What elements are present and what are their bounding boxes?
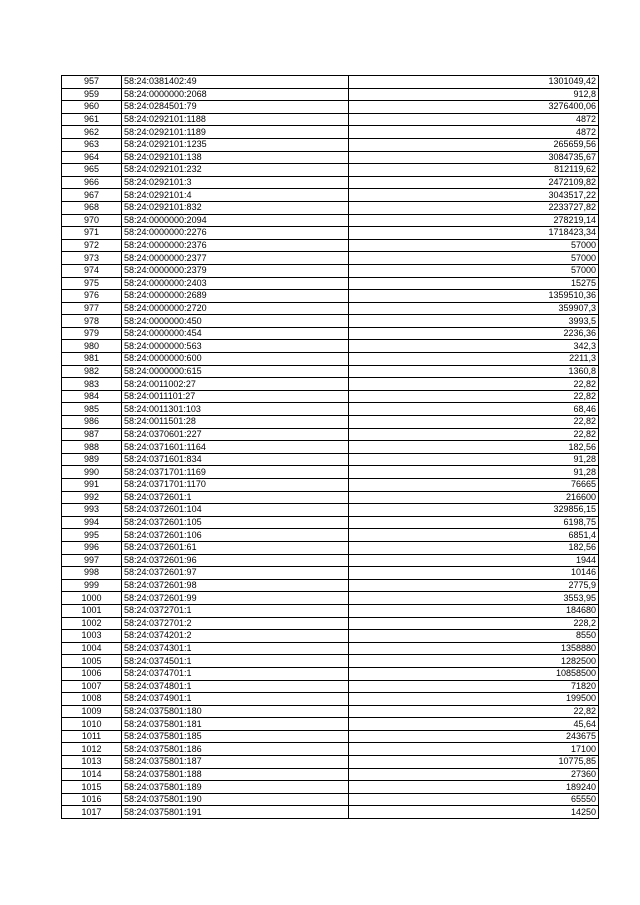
table-row — [62, 705, 599, 718]
cadastral-number-cell: 58:24:0375801:181 — [122, 718, 349, 731]
table-row — [62, 189, 599, 202]
value-cell: 22,82 — [349, 428, 599, 441]
value-cell: 22,82 — [349, 378, 599, 391]
cadastral-number-cell: 58:24:0372601:1 — [122, 491, 349, 504]
value-cell: 57000 — [349, 264, 599, 277]
row-number-cell: 957 — [62, 76, 122, 89]
value-cell: 91,28 — [349, 466, 599, 479]
cadastral-number-cell: 58:24:0000000:2403 — [122, 277, 349, 290]
value-cell: 22,82 — [349, 416, 599, 429]
table-row — [62, 164, 599, 177]
table-row — [62, 693, 599, 706]
row-number-cell: 1002 — [62, 617, 122, 630]
value-cell: 65550 — [349, 793, 599, 806]
cadastral-number-cell: 58:24:0292101:138 — [122, 151, 349, 164]
cadastral-number-cell: 58:24:0000000:2720 — [122, 302, 349, 315]
cadastral-number-cell: 58:24:0375801:186 — [122, 743, 349, 756]
value-cell: 10858500 — [349, 667, 599, 680]
row-number-cell: 1007 — [62, 680, 122, 693]
cadastral-number-cell: 58:24:0372601:97 — [122, 567, 349, 580]
cadastral-number-cell: 58:24:0374501:1 — [122, 655, 349, 668]
value-cell: 1944 — [349, 554, 599, 567]
table-row — [62, 516, 599, 529]
value-cell: 6851,4 — [349, 529, 599, 542]
table-row — [62, 315, 599, 328]
row-number-cell: 975 — [62, 277, 122, 290]
table-row — [62, 239, 599, 252]
row-number-cell: 980 — [62, 340, 122, 353]
value-cell: 2233727,82 — [349, 201, 599, 214]
row-number-cell: 982 — [62, 365, 122, 378]
cadastral-number-cell: 58:24:0374701:1 — [122, 667, 349, 680]
row-number-cell: 1004 — [62, 642, 122, 655]
cadastral-number-cell: 58:24:0292101:4 — [122, 189, 349, 202]
cadastral-number-cell: 58:24:0371601:834 — [122, 453, 349, 466]
cadastral-number-cell: 58:24:0292101:1235 — [122, 138, 349, 151]
cadastral-number-cell: 58:24:0375801:191 — [122, 806, 349, 819]
value-cell: 3043517,22 — [349, 189, 599, 202]
cadastral-value-table — [61, 75, 599, 819]
row-number-cell: 1012 — [62, 743, 122, 756]
value-cell: 912,8 — [349, 88, 599, 101]
row-number-cell: 990 — [62, 466, 122, 479]
table-row — [62, 138, 599, 151]
row-number-cell: 970 — [62, 214, 122, 227]
value-cell: 2211,3 — [349, 353, 599, 366]
table-row — [62, 529, 599, 542]
table-row — [62, 655, 599, 668]
value-cell: 76665 — [349, 479, 599, 492]
value-cell: 216600 — [349, 491, 599, 504]
table-row — [62, 642, 599, 655]
value-cell: 199500 — [349, 693, 599, 706]
cadastral-number-cell: 58:24:0375801:185 — [122, 730, 349, 743]
table-row — [62, 491, 599, 504]
cadastral-number-cell: 58:24:0011301:103 — [122, 403, 349, 416]
table-row — [62, 680, 599, 693]
table-row — [62, 466, 599, 479]
value-cell: 45,64 — [349, 718, 599, 731]
cadastral-number-cell: 58:24:0000000:2068 — [122, 88, 349, 101]
value-cell: 2775,9 — [349, 579, 599, 592]
row-number-cell: 984 — [62, 390, 122, 403]
row-number-cell: 985 — [62, 403, 122, 416]
row-number-cell: 1000 — [62, 592, 122, 605]
table-row — [62, 617, 599, 630]
cadastral-number-cell: 58:24:0372701:1 — [122, 604, 349, 617]
table-row — [62, 793, 599, 806]
table-row — [62, 756, 599, 769]
value-cell: 3553,95 — [349, 592, 599, 605]
row-number-cell: 997 — [62, 554, 122, 567]
row-number-cell: 966 — [62, 176, 122, 189]
row-number-cell: 964 — [62, 151, 122, 164]
cadastral-number-cell: 58:24:0284501:79 — [122, 101, 349, 114]
table-row — [62, 390, 599, 403]
value-cell: 1359510,36 — [349, 290, 599, 303]
row-number-cell: 1014 — [62, 768, 122, 781]
value-cell: 15275 — [349, 277, 599, 290]
table-row — [62, 579, 599, 592]
value-cell: 278219,14 — [349, 214, 599, 227]
value-cell: 265659,56 — [349, 138, 599, 151]
row-number-cell: 1006 — [62, 667, 122, 680]
cadastral-number-cell: 58:24:0011501:28 — [122, 416, 349, 429]
row-number-cell: 962 — [62, 126, 122, 139]
value-cell: 57000 — [349, 239, 599, 252]
value-cell: 1358880 — [349, 642, 599, 655]
cadastral-number-cell: 58:24:0000000:563 — [122, 340, 349, 353]
row-number-cell: 963 — [62, 138, 122, 151]
cadastral-number-cell: 58:24:0375801:188 — [122, 768, 349, 781]
table-row — [62, 806, 599, 819]
row-number-cell: 1015 — [62, 781, 122, 794]
cadastral-number-cell: 58:24:0374801:1 — [122, 680, 349, 693]
table-row — [62, 327, 599, 340]
table-row — [62, 781, 599, 794]
value-cell: 91,28 — [349, 453, 599, 466]
table-row — [62, 479, 599, 492]
table-row — [62, 667, 599, 680]
value-cell: 812119,62 — [349, 164, 599, 177]
cadastral-number-cell: 58:24:0000000:615 — [122, 365, 349, 378]
value-cell: 4872 — [349, 126, 599, 139]
table-row — [62, 592, 599, 605]
row-number-cell: 994 — [62, 516, 122, 529]
row-number-cell: 971 — [62, 227, 122, 240]
cadastral-number-cell: 58:24:0375801:190 — [122, 793, 349, 806]
cadastral-number-cell: 58:24:0000000:2376 — [122, 239, 349, 252]
row-number-cell: 972 — [62, 239, 122, 252]
cadastral-number-cell: 58:24:0374201:2 — [122, 630, 349, 643]
cadastral-number-cell: 58:24:0000000:600 — [122, 353, 349, 366]
row-number-cell: 988 — [62, 441, 122, 454]
row-number-cell: 996 — [62, 541, 122, 554]
table-row — [62, 743, 599, 756]
table-row — [62, 504, 599, 517]
value-cell: 1301049,42 — [349, 76, 599, 89]
cadastral-number-cell: 58:24:0375801:187 — [122, 756, 349, 769]
value-cell: 22,82 — [349, 390, 599, 403]
value-cell: 68,46 — [349, 403, 599, 416]
cadastral-number-cell: 58:24:0372601:96 — [122, 554, 349, 567]
cadastral-number-cell: 58:24:0381402:49 — [122, 76, 349, 89]
table-row — [62, 416, 599, 429]
cadastral-number-cell: 58:24:0372701:2 — [122, 617, 349, 630]
row-number-cell: 993 — [62, 504, 122, 517]
table-row — [62, 428, 599, 441]
cadastral-number-cell: 58:24:0292101:3 — [122, 176, 349, 189]
value-cell: 359907,3 — [349, 302, 599, 315]
cadastral-number-cell: 58:24:0000000:2377 — [122, 252, 349, 265]
table-row — [62, 378, 599, 391]
cadastral-number-cell: 58:24:0375801:189 — [122, 781, 349, 794]
value-cell: 22,82 — [349, 705, 599, 718]
cadastral-number-cell: 58:24:0292101:232 — [122, 164, 349, 177]
row-number-cell: 1008 — [62, 693, 122, 706]
value-cell: 17100 — [349, 743, 599, 756]
value-cell: 10146 — [349, 567, 599, 580]
value-cell: 182,56 — [349, 541, 599, 554]
value-cell: 10775,85 — [349, 756, 599, 769]
table-row — [62, 151, 599, 164]
value-cell: 4872 — [349, 113, 599, 126]
cadastral-number-cell: 58:24:0372601:105 — [122, 516, 349, 529]
value-cell: 71820 — [349, 680, 599, 693]
row-number-cell: 979 — [62, 327, 122, 340]
table-row — [62, 252, 599, 265]
table-row — [62, 176, 599, 189]
row-number-cell: 960 — [62, 101, 122, 114]
value-cell: 243675 — [349, 730, 599, 743]
table-row — [62, 567, 599, 580]
cadastral-number-cell: 58:24:0372601:106 — [122, 529, 349, 542]
row-number-cell: 987 — [62, 428, 122, 441]
cadastral-number-cell: 58:24:0011101:27 — [122, 390, 349, 403]
row-number-cell: 976 — [62, 290, 122, 303]
value-cell: 329856,15 — [349, 504, 599, 517]
table-row — [62, 290, 599, 303]
cadastral-number-cell: 58:24:0371701:1170 — [122, 479, 349, 492]
row-number-cell: 1013 — [62, 756, 122, 769]
table-row — [62, 604, 599, 617]
row-number-cell: 995 — [62, 529, 122, 542]
cadastral-number-cell: 58:24:0374301:1 — [122, 642, 349, 655]
value-cell: 6198,75 — [349, 516, 599, 529]
row-number-cell: 959 — [62, 88, 122, 101]
value-cell: 2472109,82 — [349, 176, 599, 189]
table-row — [62, 441, 599, 454]
row-number-cell: 989 — [62, 453, 122, 466]
cadastral-number-cell: 58:24:0000000:450 — [122, 315, 349, 328]
cadastral-number-cell: 58:24:0011002:27 — [122, 378, 349, 391]
row-number-cell: 961 — [62, 113, 122, 126]
value-cell: 3993,5 — [349, 315, 599, 328]
table-row — [62, 201, 599, 214]
table-row — [62, 630, 599, 643]
cadastral-number-cell: 58:24:0000000:454 — [122, 327, 349, 340]
row-number-cell: 974 — [62, 264, 122, 277]
table-row — [62, 353, 599, 366]
cadastral-number-cell: 58:24:0292101:832 — [122, 201, 349, 214]
row-number-cell: 965 — [62, 164, 122, 177]
cadastral-number-cell: 58:24:0000000:2689 — [122, 290, 349, 303]
table-row — [62, 302, 599, 315]
table-body — [62, 76, 599, 819]
value-cell: 1718423,34 — [349, 227, 599, 240]
table-row — [62, 227, 599, 240]
row-number-cell: 992 — [62, 491, 122, 504]
row-number-cell: 967 — [62, 189, 122, 202]
table-row — [62, 541, 599, 554]
cadastral-number-cell: 58:24:0000000:2379 — [122, 264, 349, 277]
row-number-cell: 1010 — [62, 718, 122, 731]
row-number-cell: 978 — [62, 315, 122, 328]
value-cell: 189240 — [349, 781, 599, 794]
table-row — [62, 403, 599, 416]
row-number-cell: 986 — [62, 416, 122, 429]
cadastral-number-cell: 58:24:0371701:1169 — [122, 466, 349, 479]
row-number-cell: 1009 — [62, 705, 122, 718]
value-cell: 57000 — [349, 252, 599, 265]
row-number-cell: 1003 — [62, 630, 122, 643]
row-number-cell: 973 — [62, 252, 122, 265]
cadastral-number-cell: 58:24:0372601:61 — [122, 541, 349, 554]
table-row — [62, 214, 599, 227]
row-number-cell: 983 — [62, 378, 122, 391]
table-row — [62, 101, 599, 114]
value-cell: 1360,8 — [349, 365, 599, 378]
value-cell: 3276400,06 — [349, 101, 599, 114]
table-row — [62, 113, 599, 126]
cadastral-number-cell: 58:24:0371601:1164 — [122, 441, 349, 454]
table-row — [62, 76, 599, 89]
table-row — [62, 88, 599, 101]
row-number-cell: 1017 — [62, 806, 122, 819]
row-number-cell: 981 — [62, 353, 122, 366]
table-row — [62, 730, 599, 743]
row-number-cell: 1001 — [62, 604, 122, 617]
cadastral-number-cell: 58:24:0374901:1 — [122, 693, 349, 706]
row-number-cell: 1005 — [62, 655, 122, 668]
row-number-cell: 1016 — [62, 793, 122, 806]
cadastral-number-cell: 58:24:0292101:1188 — [122, 113, 349, 126]
cadastral-number-cell: 58:24:0000000:2276 — [122, 227, 349, 240]
table-row — [62, 340, 599, 353]
value-cell: 14250 — [349, 806, 599, 819]
cadastral-number-cell: 58:24:0292101:1189 — [122, 126, 349, 139]
cadastral-number-cell: 58:24:0370601:227 — [122, 428, 349, 441]
value-cell: 182,56 — [349, 441, 599, 454]
table-row — [62, 718, 599, 731]
table-row — [62, 365, 599, 378]
value-cell: 3084735,67 — [349, 151, 599, 164]
value-cell: 184680 — [349, 604, 599, 617]
table-row — [62, 277, 599, 290]
value-cell: 8550 — [349, 630, 599, 643]
row-number-cell: 968 — [62, 201, 122, 214]
table-row — [62, 126, 599, 139]
row-number-cell: 991 — [62, 479, 122, 492]
value-cell: 228,2 — [349, 617, 599, 630]
row-number-cell: 977 — [62, 302, 122, 315]
row-number-cell: 1011 — [62, 730, 122, 743]
cadastral-number-cell: 58:24:0000000:2094 — [122, 214, 349, 227]
table-row — [62, 768, 599, 781]
cadastral-number-cell: 58:24:0372601:98 — [122, 579, 349, 592]
table-row — [62, 554, 599, 567]
value-cell: 342,3 — [349, 340, 599, 353]
table-row — [62, 453, 599, 466]
table-row — [62, 264, 599, 277]
value-cell: 27360 — [349, 768, 599, 781]
cadastral-number-cell: 58:24:0372601:99 — [122, 592, 349, 605]
value-cell: 1282500 — [349, 655, 599, 668]
cadastral-number-cell: 58:24:0372601:104 — [122, 504, 349, 517]
cadastral-number-cell: 58:24:0375801:180 — [122, 705, 349, 718]
value-cell: 2236,36 — [349, 327, 599, 340]
row-number-cell: 998 — [62, 567, 122, 580]
row-number-cell: 999 — [62, 579, 122, 592]
